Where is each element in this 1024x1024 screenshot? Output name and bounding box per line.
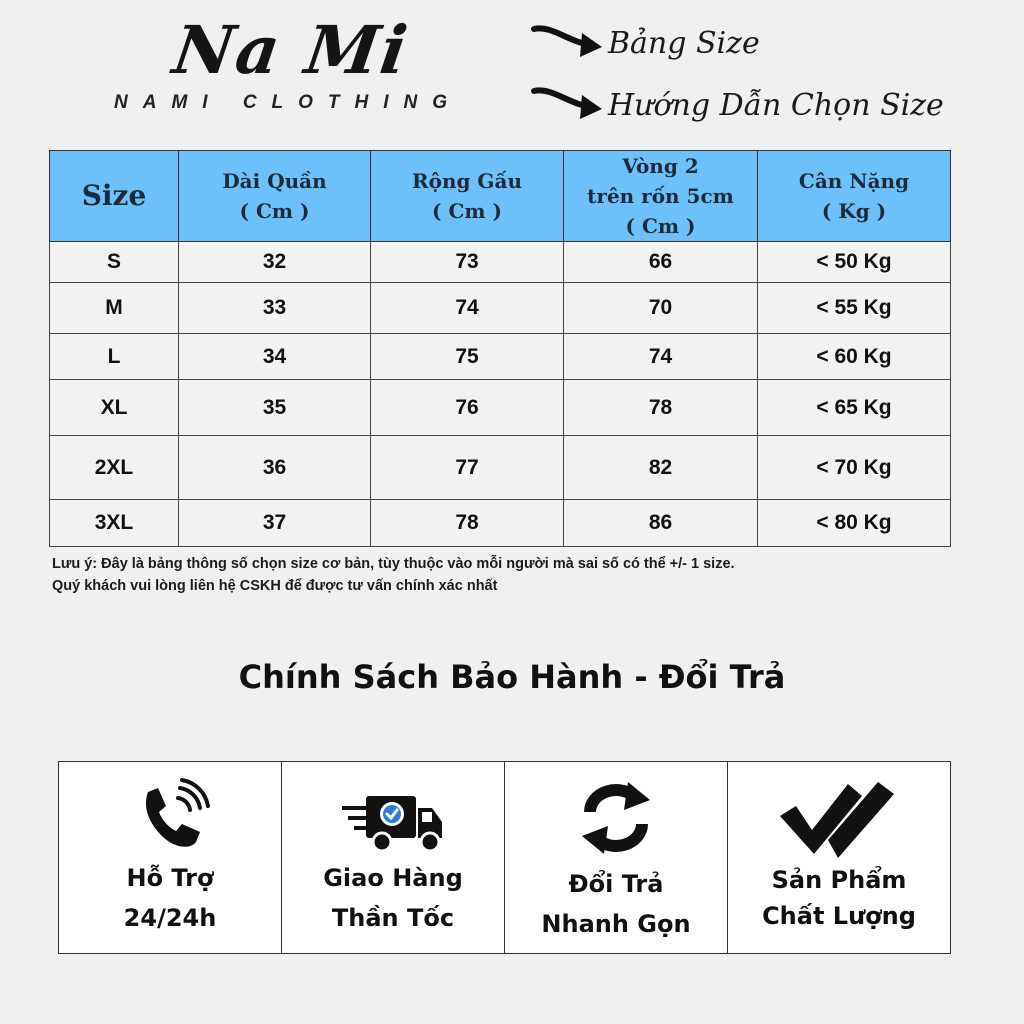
feature-label-line1: Hỗ Trợ [126,864,214,892]
size-cell: XL [50,380,179,436]
table-row [50,500,951,547]
link-size-guide[interactable] [530,76,960,134]
policy-features [58,761,951,954]
header-waist: Vòng 2 trên rốn 5cm ( Cm ) [564,151,758,242]
note-line: Quý khách vui lòng liên hệ CSKH để được tư vấn chính xác nhất [52,578,498,594]
waist-cell: 70 [564,283,758,334]
feature-label-line1: Giao Hàng [323,864,463,892]
feature-label-line2: Nhanh Gọn [541,910,691,938]
table-row [50,283,951,334]
size-cell: L [50,334,179,380]
length-cell: 37 [179,500,371,547]
header-weight: Cân Nặng ( Kg ) [758,151,951,242]
feature-support [59,762,282,953]
feature-exchange [505,762,728,953]
size-note [52,553,735,597]
link-label: Bảng Size [608,25,760,61]
weight-cell: < 80 Kg [758,500,951,547]
brand-logo [114,10,463,114]
feature-label-line2: Chất Lượng [762,902,916,930]
arrow-icon [530,23,608,63]
delivery-truck-icon [338,778,448,858]
size-table [49,150,951,547]
weight-cell: < 70 Kg [758,436,951,500]
double-check-icon [774,778,904,858]
header-hem-width: Rộng Gấu ( Cm ) [371,151,564,242]
table-row [50,436,951,500]
table-row [50,380,951,436]
link-size-chart[interactable] [530,14,960,72]
length-cell: 32 [179,242,371,283]
hem-cell: 73 [371,242,564,283]
hem-cell: 78 [371,500,564,547]
size-cell: 3XL [50,500,179,547]
waist-cell: 74 [564,334,758,380]
feature-label-line2: Thần Tốc [331,904,455,932]
hem-cell: 76 [371,380,564,436]
feature-label-line2: 24/24h [123,904,217,932]
hem-cell: 77 [371,436,564,500]
header-size: Size [50,151,179,242]
policy-title: Chính Sách Bảo Hành - Đổi Trả [238,658,786,696]
size-cell: M [50,283,179,334]
hem-cell: 75 [371,334,564,380]
arrow-icon [530,85,608,125]
length-cell: 36 [179,436,371,500]
weight-cell: < 60 Kg [758,334,951,380]
brand-tagline: NAMI CLOTHING [114,92,463,113]
phone-icon [130,778,210,858]
table-row [50,334,951,380]
exchange-arrows-icon [576,778,656,858]
header-length: Dài Quần ( Cm ) [179,151,371,242]
feature-label-line1: Sản Phẩm [771,866,907,894]
size-cell: 2XL [50,436,179,500]
length-cell: 33 [179,283,371,334]
waist-cell: 86 [564,500,758,547]
brand-name: Na Mi [168,11,414,89]
table-row [50,242,951,283]
hem-cell: 74 [371,283,564,334]
header-links [530,14,960,134]
note-line: Lưu ý: Đây là bảng thông số chọn size cơ bản, tùy thuộc vào mỗi người mà sai số có thể +/- 1 size. [52,556,735,572]
feature-quality [728,762,950,953]
length-cell: 34 [179,334,371,380]
length-cell: 35 [179,380,371,436]
weight-cell: < 55 Kg [758,283,951,334]
table-header-row [50,151,951,242]
feature-delivery [282,762,505,953]
waist-cell: 78 [564,380,758,436]
weight-cell: < 65 Kg [758,380,951,436]
feature-label-line1: Đổi Trả [568,870,664,898]
waist-cell: 66 [564,242,758,283]
waist-cell: 82 [564,436,758,500]
link-label: Hướng Dẫn Chọn Size [608,87,944,123]
size-cell: S [50,242,179,283]
weight-cell: < 50 Kg [758,242,951,283]
